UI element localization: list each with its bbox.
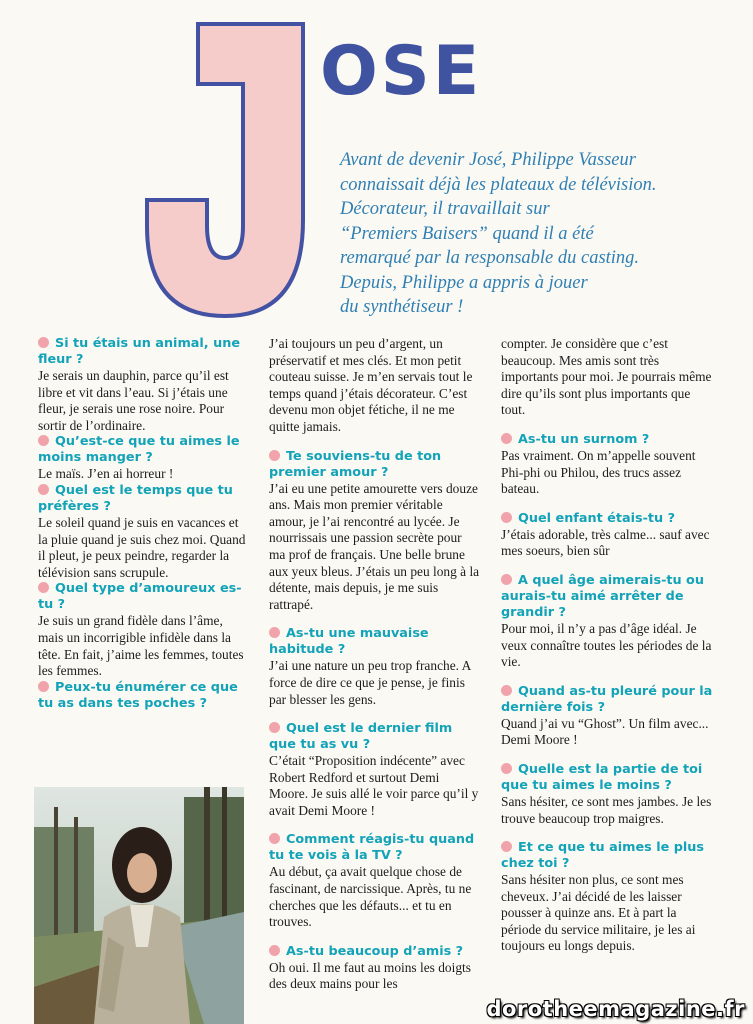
column-3: [501, 336, 713, 955]
question: Quand as-tu pleuré pour la dernière fois ?: [501, 683, 713, 715]
question: Et ce que tu aimes le plus chez toi ?: [501, 840, 705, 872]
answer: Sans hésiter non plus, ce sont mes cheveux. J’ai décidé de les laisser pousser à quinze ans. Et à part la période du service militaire, je les ai toujours eu longs depuis.: [501, 872, 696, 954]
answer: J’ai toujours un peu d’argent, un préservatif et mes clés. Et mon petit couteau suisse. Je m’en servais tout le temps quand j’étais décorateur. C’est devenu mon objet fétiche, il ne me quitte jamais.: [269, 336, 473, 434]
question: Comment réagis-tu quand tu te vois à la TV ?: [269, 832, 475, 864]
answer: Au début, ça avait quelque chose de fascinant, de narcissique. Après, tu ne cherches que les défauts... et tu en trouves.: [269, 864, 472, 930]
answer: J’étais adorable, très calme... sauf avec mes soeurs, bien sûr: [501, 526, 710, 559]
question: Quel est le temps que tu préfères ?: [38, 482, 233, 514]
question: Quel type d’amoureux es-tu ?: [38, 581, 242, 613]
bullet-dot-icon: [38, 681, 49, 692]
answer: J’ai eu une petite amourette vers douze ans. Mais mon premier véritable amour, je l’ai rencontré au lycée. Je nourrissais une passion secrète pour ma prof de français. Une belle brune aux yeux bleus. J’étais un peu long à la détente, mais depuis, je me suis rattrapé.: [269, 480, 480, 612]
answer: Oh oui. Il me faut au moins les doigts des deux mains pour les: [269, 959, 471, 992]
bullet-dot-icon: [501, 685, 512, 696]
question: Peux-tu énumérer ce que tu as dans tes poches ?: [38, 679, 238, 711]
bullet-dot-icon: [501, 841, 512, 852]
bullet-dot-icon: [38, 435, 49, 446]
question: As-tu une mauvaise habitude ?: [269, 626, 429, 658]
intro-line: Depuis, Philippe a appris à jouer: [340, 272, 588, 293]
portrait-photo-illustration: [34, 787, 244, 1024]
answer: Le maïs. J’en ai horreur !: [38, 466, 174, 482]
answer: Le soleil quand je suis en vacances et la pluie quand je suis chez moi. Quand il pleut, je peux peindre, regarder la télévision sans scrupule.: [38, 514, 246, 580]
watermark: dorotheemagazine.fr: [486, 997, 745, 1021]
bullet-dot-icon: [38, 484, 49, 495]
bullet-dot-icon: [269, 833, 280, 844]
question: Quelle est la partie de toi que tu aimes le moins ?: [501, 761, 703, 793]
answer: C’était “Proposition indécente” avec Robert Redford et surtout Demi Moore. Je suis allé le voir parce qu’il y avait Demi Moore !: [269, 753, 479, 818]
question: Qu’est-ce que tu aimes le moins manger ?: [38, 434, 240, 466]
question: A quel âge aimerais-tu ou aurais-tu aimé arrêter de grandir ?: [501, 572, 704, 620]
answer: Je suis un grand fidèle dans l’âme, mais un incorrigible infidèle dans la tête. En fait, j’aime les femmes, toutes les femmes.: [38, 613, 244, 679]
title-initial-letter: [143, 20, 308, 320]
bullet-dot-icon: [501, 433, 512, 444]
bullet-dot-icon: [38, 582, 49, 593]
question: Te souviens-tu de ton premier amour ?: [269, 448, 442, 480]
intro-line: remarqué par la responsable du casting.: [340, 248, 640, 268]
answer: compter. Je considère que c’est beaucoup. Mes amis sont très importants pour moi. Je pourrais même dire qu’ils sont plus importants que tout.: [501, 336, 712, 418]
question: Si tu étais un animal, une fleur ?: [38, 336, 241, 367]
intro-line: Décorateur, il travaillait sur: [340, 199, 550, 219]
page-title: OSE: [320, 32, 483, 111]
bullet-dot-icon: [269, 627, 280, 638]
bullet-dot-icon: [38, 337, 49, 348]
intro-line: connaissait déjà les plateaux de télévision.: [340, 174, 657, 195]
answer: Sans hésiter, ce sont mes jambes. Je les trouve beaucoup trop maigres.: [501, 793, 712, 826]
answer: Quand j’ai vu “Ghost”. Un film avec... Demi Moore !: [501, 715, 709, 748]
answer: Pour moi, il n’y a pas d’âge idéal. Je veux connaître toutes les périodes de la vie.: [501, 620, 712, 670]
question: Quel est le dernier film que tu as vu ?: [269, 721, 453, 753]
intro-line: “Premiers Baisers” quand il a été: [340, 223, 594, 244]
question: As-tu un surnom ?: [501, 432, 713, 448]
portrait-photo: [34, 787, 244, 1024]
answer: Je serais un dauphin, parce qu’il est libre et vit dans l’eau. Si j’étais une fleur, je serais une rose noire. Pour sortir de l’ordinaire.: [38, 368, 229, 433]
column-1: [38, 336, 248, 712]
column-2: [269, 336, 480, 993]
bullet-dot-icon: [501, 512, 512, 523]
intro-line: Avant de devenir José, Philippe Vasseur: [340, 150, 636, 170]
answer: Pas vraiment. On m’appelle souvent Phi-phi ou Philou, des trucs assez bateau.: [501, 447, 696, 497]
intro-paragraph: [340, 148, 720, 320]
bullet-dot-icon: [269, 945, 280, 956]
bullet-dot-icon: [501, 763, 512, 774]
question: As-tu beaucoup d’amis ?: [269, 944, 480, 960]
bullet-dot-icon: [501, 574, 512, 585]
bullet-dot-icon: [269, 722, 280, 733]
intro-line: du synthétiseur !: [340, 297, 464, 317]
answer: J’ai une nature un peu trop franche. A force de dire ce que je pense, je finis par blesser les gens.: [269, 658, 471, 707]
bullet-dot-icon: [269, 450, 280, 461]
question: Quel enfant étais-tu ?: [501, 511, 713, 527]
